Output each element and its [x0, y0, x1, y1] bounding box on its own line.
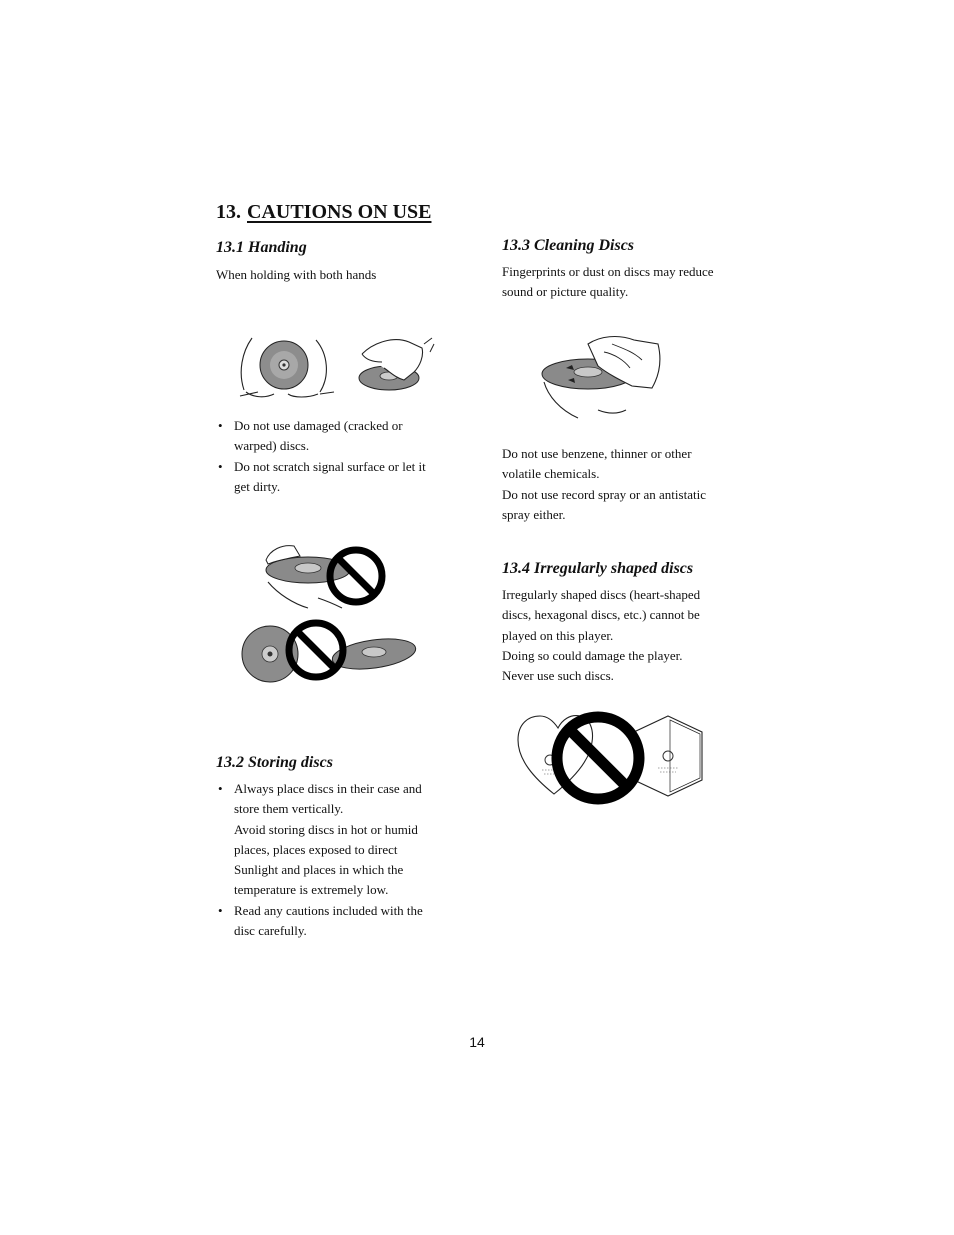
page-number: 14	[469, 1034, 485, 1050]
irregular-discs-illustration	[514, 708, 708, 808]
cleaning-paragraph-1: Fingerprints or dust on discs may reduce sound or picture quality.	[502, 264, 714, 300]
hands-holding-disc-icon	[234, 332, 440, 402]
finger-on-disc-icon	[359, 338, 434, 390]
section-number: 13.	[216, 201, 241, 223]
list-item: • Do not scratch signal surface or let it get dirty.	[216, 457, 456, 498]
heading-cleaning-discs: 13.3 Cleaning Discs	[502, 237, 635, 254]
no-damaged-disc-icon	[242, 623, 418, 682]
heading-handing: 13.1 Handing	[216, 239, 307, 256]
handing-bullet-list	[216, 416, 456, 497]
no-irregular-disc-icon	[514, 708, 708, 808]
wiping-disc-icon	[538, 330, 666, 424]
list-item: • Read any cautions included with the disc carefully.	[216, 901, 456, 942]
cleaning-paragraph-2: Do not use benzene, thinner or other volatile chemicals. Do not use record spray or an antistatic spray either.	[502, 446, 706, 522]
no-touch-surface-icon	[266, 546, 382, 608]
handing-intro: When holding with both hands	[216, 267, 377, 282]
handling-illustration	[234, 332, 440, 402]
list-item: • Do not use damaged (cracked or warped) discs.	[216, 416, 456, 457]
improper-handling-illustration	[238, 536, 420, 686]
irregular-paragraph: Irregularly shaped discs (heart-shaped discs, hexagonal discs, etc.) cannot be played on this player. Doing so could damage the player. Never use such discs.	[502, 587, 701, 684]
heading-irregular-discs: 13.4 Irregularly shaped discs	[502, 560, 694, 577]
section-title: CAUTIONS ON USE	[247, 201, 432, 223]
storing-bullet-list	[216, 779, 456, 941]
page-title	[216, 201, 431, 224]
cleaning-illustration	[538, 330, 666, 424]
list-item: • Always place discs in their case and store them vertically. Avoid storing discs in hot or humid places, places exposed to direct Sunlight and places in which the temperature is extremely low.	[216, 779, 456, 901]
heading-storing-discs: 13.2 Storing discs	[216, 754, 333, 771]
